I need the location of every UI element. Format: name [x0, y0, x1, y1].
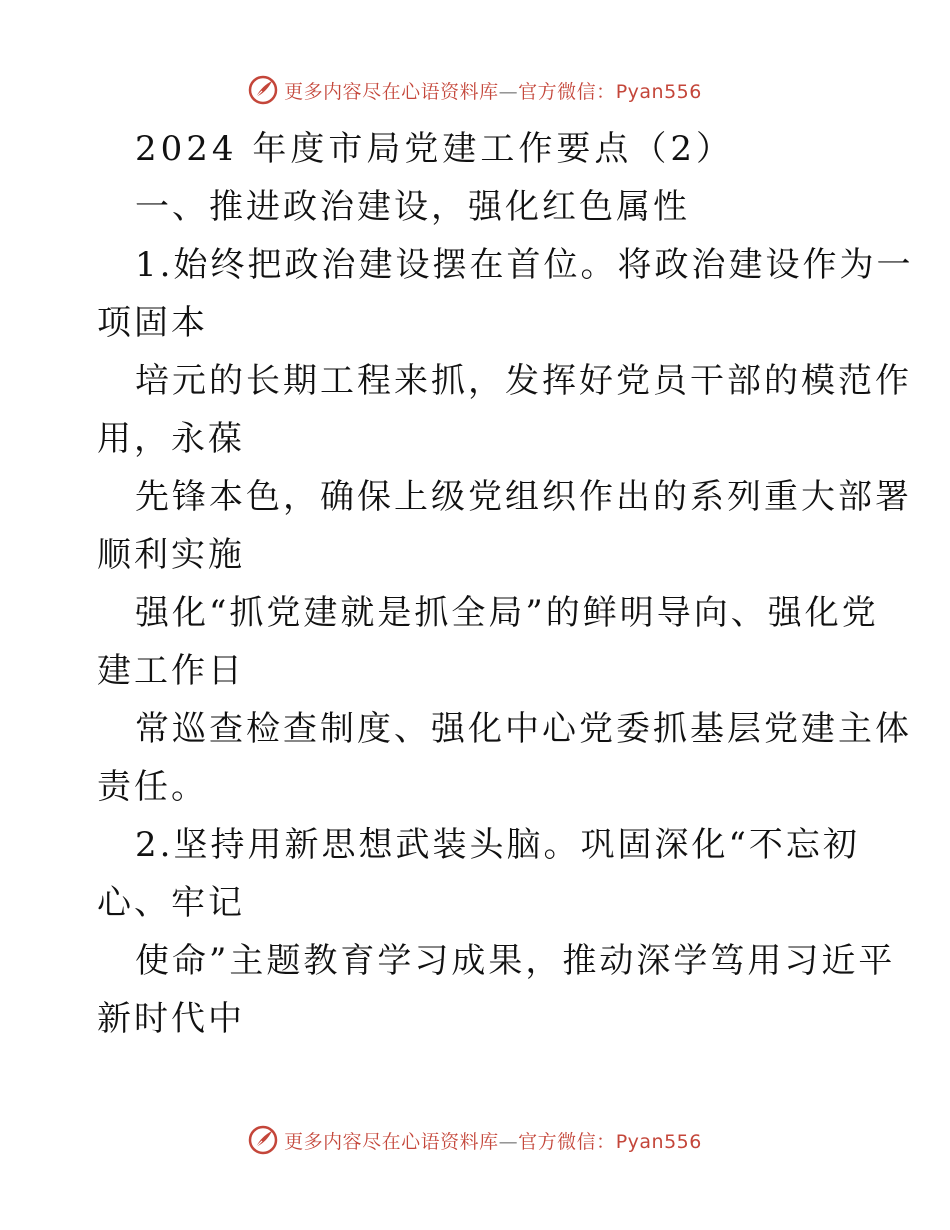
- paragraph-line: 常巡查检查制度、强化中心党委抓基层党建主体: [135, 709, 912, 749]
- watermark-text: 更多内容尽在心语资料库—官方微信：Pyan556: [284, 80, 702, 103]
- paragraph-line: 1.始终把政治建设摆在首位。将政治建设作为一: [135, 245, 914, 285]
- paragraph-line: 2.坚持用新思想武装头脑。巩固深化“不忘初: [135, 825, 860, 865]
- paragraph-line: 项固本: [97, 303, 208, 343]
- watermark-text: 更多内容尽在心语资料库—官方微信：Pyan556: [284, 1130, 702, 1153]
- header-watermark: [0, 70, 950, 110]
- paragraph-line: 新时代中: [97, 999, 245, 1039]
- paragraph-line: 心、牢记: [97, 883, 245, 923]
- paragraph-line: 顺利实施: [97, 535, 245, 575]
- document-title: 2024 年度市局党建工作要点（2）: [135, 129, 734, 169]
- feather-logo-icon: [248, 1125, 278, 1155]
- paragraph-line: 责任。: [97, 767, 208, 807]
- paragraph-line: 使命”主题教育学习成果，推动深学笃用习近平: [135, 941, 896, 981]
- paragraph-line: 培元的长期工程来抓，发挥好党员干部的模范作: [135, 361, 912, 401]
- document-body: [97, 120, 914, 1048]
- feather-logo-icon: [248, 75, 278, 105]
- paragraph-line: 建工作日: [97, 651, 245, 691]
- paragraph-line: 强化“抓党建就是抓全局”的鲜明导向、强化党: [135, 593, 879, 633]
- paragraph-line: 先锋本色，确保上级党组织作出的系列重大部署: [135, 477, 912, 517]
- section-heading: 一、推进政治建设，强化红色属性: [135, 187, 690, 227]
- paragraph-line: 用，永葆: [97, 419, 245, 459]
- footer-watermark: [0, 1120, 950, 1160]
